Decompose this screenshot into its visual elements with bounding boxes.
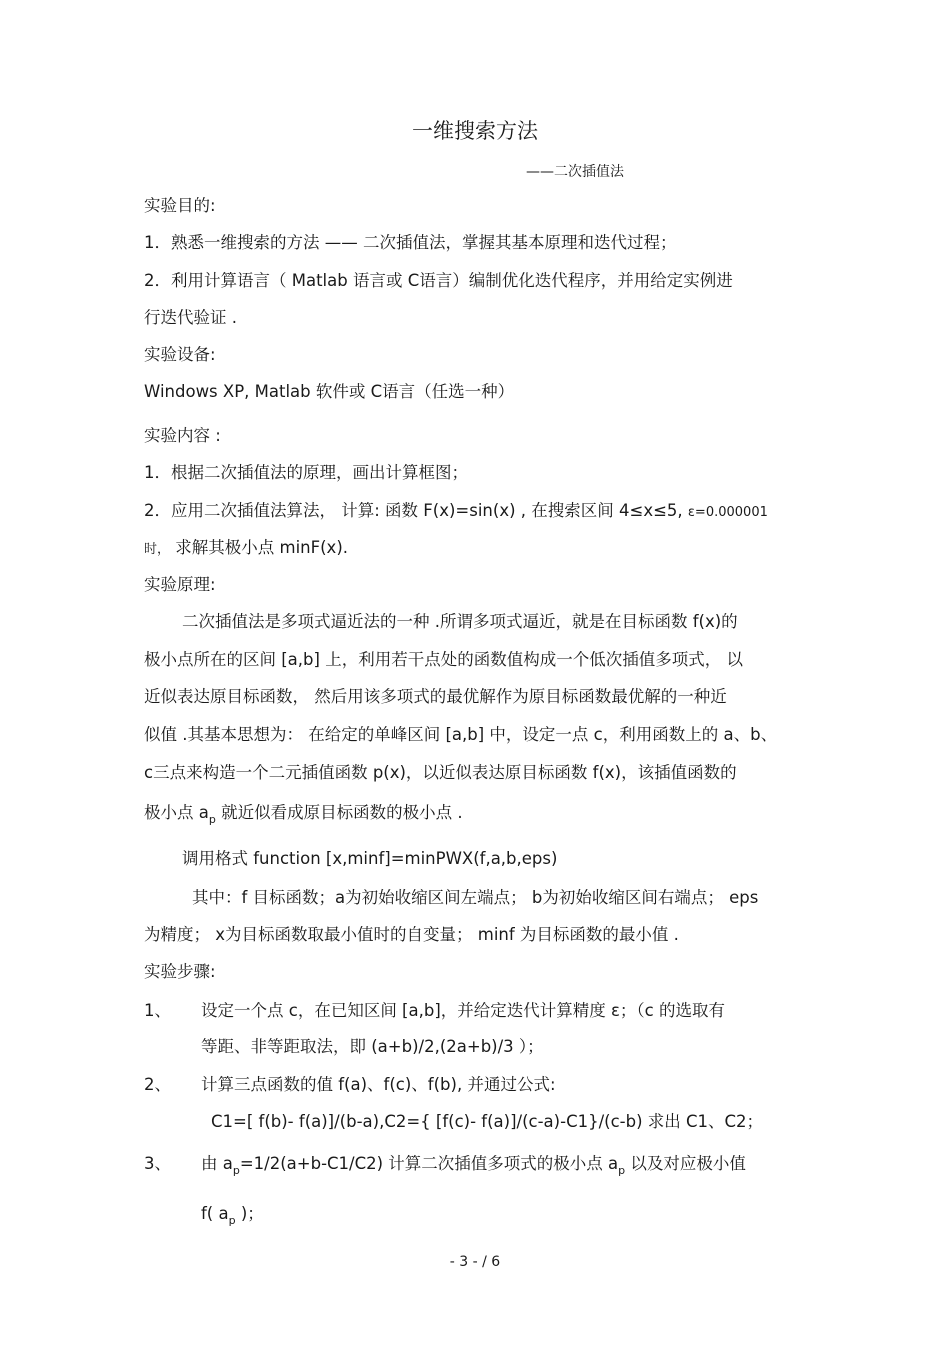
subscript-p: p	[228, 1214, 236, 1227]
content-item-2-prefix: 时，	[144, 542, 171, 557]
step-3-text-d: f( a	[201, 1204, 229, 1223]
principle-line-4: 似值 .其基本思想为： 在给定的单峰区间 [a,b] 中，设定一点 c，利用函数上的 a、b、	[144, 725, 778, 744]
equipment-text: Windows XP, Matlab 软件或 C语言（任选一种）	[144, 382, 515, 401]
step-3-text-a: 由 a	[201, 1154, 233, 1173]
principle-line-1: 二次插值法是多项式逼近法的一种 .所谓多项式逼近，就是在目标函数 f(x)的	[182, 612, 738, 631]
doc-subtitle: ——二次插值法	[526, 164, 624, 180]
content-item-2-line-1	[144, 501, 768, 523]
step-1-line-1: 设定一个点 c，在已知区间 [a,b]，并给定迭代计算精度 ε；（c 的选取有	[201, 1001, 725, 1020]
params-line-2: 为精度； x为目标函数取最小值时的自变量； minf 为目标函数的最小值 .	[144, 925, 679, 944]
step-3-text-e: )；	[235, 1204, 264, 1223]
purpose-heading: 实验目的:	[144, 196, 216, 215]
step-1-number: 1、	[144, 1001, 171, 1020]
step-3-line-1	[201, 1154, 746, 1176]
content-item-2-rest: 求解其极小点 minF(x).	[170, 538, 348, 557]
subscript-p: p	[232, 1164, 240, 1177]
content-item-2-line-2	[144, 538, 348, 560]
epsilon-value: ε=0.000001	[687, 505, 768, 520]
params-line-1: 其中：f 目标函数；a为初始收缩区间左端点； b为初始收缩区间右端点； eps	[192, 888, 759, 907]
step-2-formula: C1=[ f(b)- f(a)]/(b-a),C2={ [f(c)- f(a)]/(c-a)-C1}/(c-b) 求出 C1、C2；	[211, 1112, 764, 1131]
subscript-p: p	[208, 813, 216, 826]
step-3-line-2	[201, 1204, 264, 1226]
purpose-item-2-line-2: 行迭代验证 .	[144, 308, 237, 327]
content-heading: 实验内容 :	[144, 426, 221, 445]
principle-line-6-post: 就近似看成原目标函数的极小点 .	[215, 803, 463, 822]
steps-heading: 实验步骤:	[144, 962, 216, 981]
step-2-number: 2、	[144, 1075, 171, 1094]
principle-line-5: c三点来构造一个二元插值函数 p(x)，以近似表达原目标函数 f(x)，该插值函数的	[144, 763, 737, 782]
step-1-line-2: 等距、非等距取法，即 (a+b)/2,(2a+b)/3 ）；	[201, 1037, 544, 1056]
equipment-heading: 实验设备:	[144, 345, 216, 364]
step-3-text-c: 以及对应极小值	[625, 1154, 746, 1173]
principle-line-6-pre: 极小点 a	[144, 803, 209, 822]
call-format: 调用格式 function [x,minf]=minPWX(f,a,b,eps)	[182, 849, 558, 868]
purpose-item-1: 1．熟悉一维搜索的方法 —— 二次插值法，掌握其基本原理和迭代过程；	[144, 233, 677, 252]
step-3-text-b: =1/2(a+b-C1/C2) 计算二次插值多项式的极小点 a	[239, 1154, 619, 1173]
subscript-p: p	[618, 1164, 626, 1177]
content-item-2-main: 2．应用二次插值法算法， 计算: 函数 F(x)=sin(x) , 在搜索区间 4≤x≤5,	[144, 501, 688, 520]
principle-heading: 实验原理:	[144, 575, 216, 594]
principle-line-3: 近似表达原目标函数， 然后用该多项式的最优解作为原目标函数最优解的一种近	[144, 687, 727, 706]
purpose-item-2-line-1: 2．利用计算语言（ Matlab 语言或 C语言）编制优化迭代程序，并用给定实例进	[144, 271, 733, 290]
content-item-1: 1．根据二次插值法的原理，画出计算框图；	[144, 463, 468, 482]
doc-title: 一维搜索方法	[412, 119, 538, 143]
page-number: - 3 - / 6	[449, 1254, 501, 1270]
principle-line-6	[144, 803, 463, 825]
step-2-line-1: 计算三点函数的值 f(a)、f(c)、f(b), 并通过公式:	[201, 1075, 556, 1094]
step-3-number: 3、	[144, 1154, 171, 1173]
principle-line-2: 极小点所在的区间 [a,b] 上，利用若干点处的函数值构成一个低次插值多项式， 以	[144, 650, 743, 669]
